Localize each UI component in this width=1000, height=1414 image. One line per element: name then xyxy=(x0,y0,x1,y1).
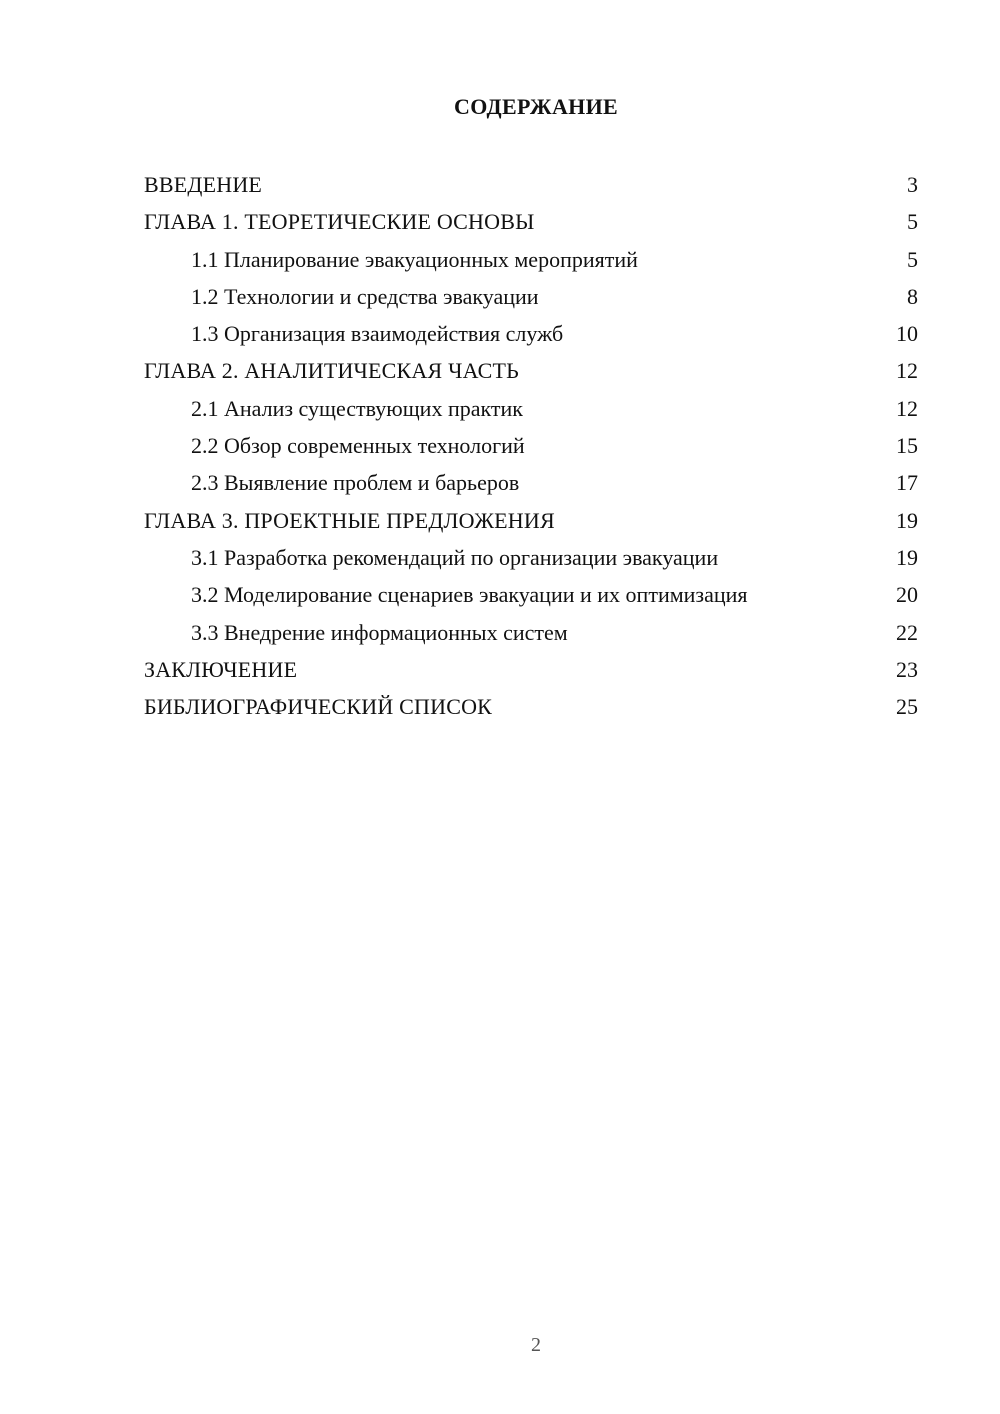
toc-entry-page: 22 xyxy=(896,619,918,645)
toc-entry-section-1-3 xyxy=(144,315,918,352)
toc-entry-label: 1.1 Планирование эвакуационных мероприятий xyxy=(191,246,638,272)
toc-entry-label: 2.1 Анализ существующих практик xyxy=(191,395,523,421)
toc-entry-section-2-3 xyxy=(144,464,918,501)
toc-entry-page: 3 xyxy=(907,172,918,197)
toc-entry-section-1-2 xyxy=(144,278,918,315)
toc-entry-label: БИБЛИОГРАФИЧЕСКИЙ СПИСОК xyxy=(144,694,493,720)
toc-entry-page: 23 xyxy=(896,656,918,682)
toc-entry-chapter-3 xyxy=(144,502,918,539)
toc-entry-page: 12 xyxy=(896,395,918,421)
toc-entry-section-3-2 xyxy=(144,576,918,613)
toc-entry-label: ГЛАВА 1. ТЕОРЕТИЧЕСКИЕ ОСНОВЫ xyxy=(144,209,535,235)
toc-entry-section-2-1 xyxy=(144,390,918,427)
toc-entry-label: 3.3 Внедрение информационных систем xyxy=(191,619,568,645)
toc-entry-conclusion xyxy=(144,651,918,688)
toc-entry-page: 25 xyxy=(896,694,918,720)
toc-entry-label: ГЛАВА 2. АНАЛИТИЧЕСКАЯ ЧАСТЬ xyxy=(144,358,519,384)
toc-entry-section-3-3 xyxy=(144,614,918,651)
toc-entry-section-3-1 xyxy=(144,539,918,576)
toc-entry-label: 3.2 Моделирование сценариев эвакуации и их оптимизация xyxy=(191,582,748,608)
toc-entry-label: 1.2 Технологии и средства эвакуации xyxy=(191,283,539,309)
toc-entry-label: ЗАКЛЮЧЕНИЕ xyxy=(144,656,298,682)
toc-entry-page: 20 xyxy=(896,582,918,608)
page-number: 2 xyxy=(531,1334,541,1356)
toc-entry-chapter-2 xyxy=(144,352,918,389)
toc-entry-page: 19 xyxy=(896,507,918,533)
toc-entry-page: 12 xyxy=(896,358,918,384)
toc-entry-page: 10 xyxy=(896,321,918,347)
toc-entry-label: 2.2 Обзор современных технологий xyxy=(191,433,525,459)
toc-entry-label: ВВЕДЕНИЕ xyxy=(144,172,263,197)
page-title: СОДЕРЖАНИЕ xyxy=(454,94,618,119)
toc-entry-section-2-2 xyxy=(144,427,918,464)
toc-entry-label: ГЛАВА 3. ПРОЕКТНЫЕ ПРЕДЛОЖЕНИЯ xyxy=(144,507,555,533)
toc-entry-bibliography xyxy=(144,688,918,725)
toc-entry-page: 17 xyxy=(896,470,918,496)
toc-entry-page: 5 xyxy=(907,209,918,235)
toc-entry-chapter-1 xyxy=(144,203,918,240)
toc-entry-label: 2.3 Выявление проблем и барьеров xyxy=(191,470,520,496)
toc-entry-page: 8 xyxy=(907,283,918,309)
toc-entry-page: 15 xyxy=(896,433,918,459)
toc-entry-page: 19 xyxy=(896,544,918,570)
toc-entry-page: 5 xyxy=(907,246,918,272)
toc-entry-introduction xyxy=(144,166,918,203)
toc-entry-label: 1.3 Организация взаимодействия служб xyxy=(191,321,564,347)
table-of-contents xyxy=(144,166,918,725)
toc-entry-label: 3.1 Разработка рекомендаций по организации эвакуации xyxy=(191,544,719,570)
toc-entry-section-1-1 xyxy=(144,241,918,278)
